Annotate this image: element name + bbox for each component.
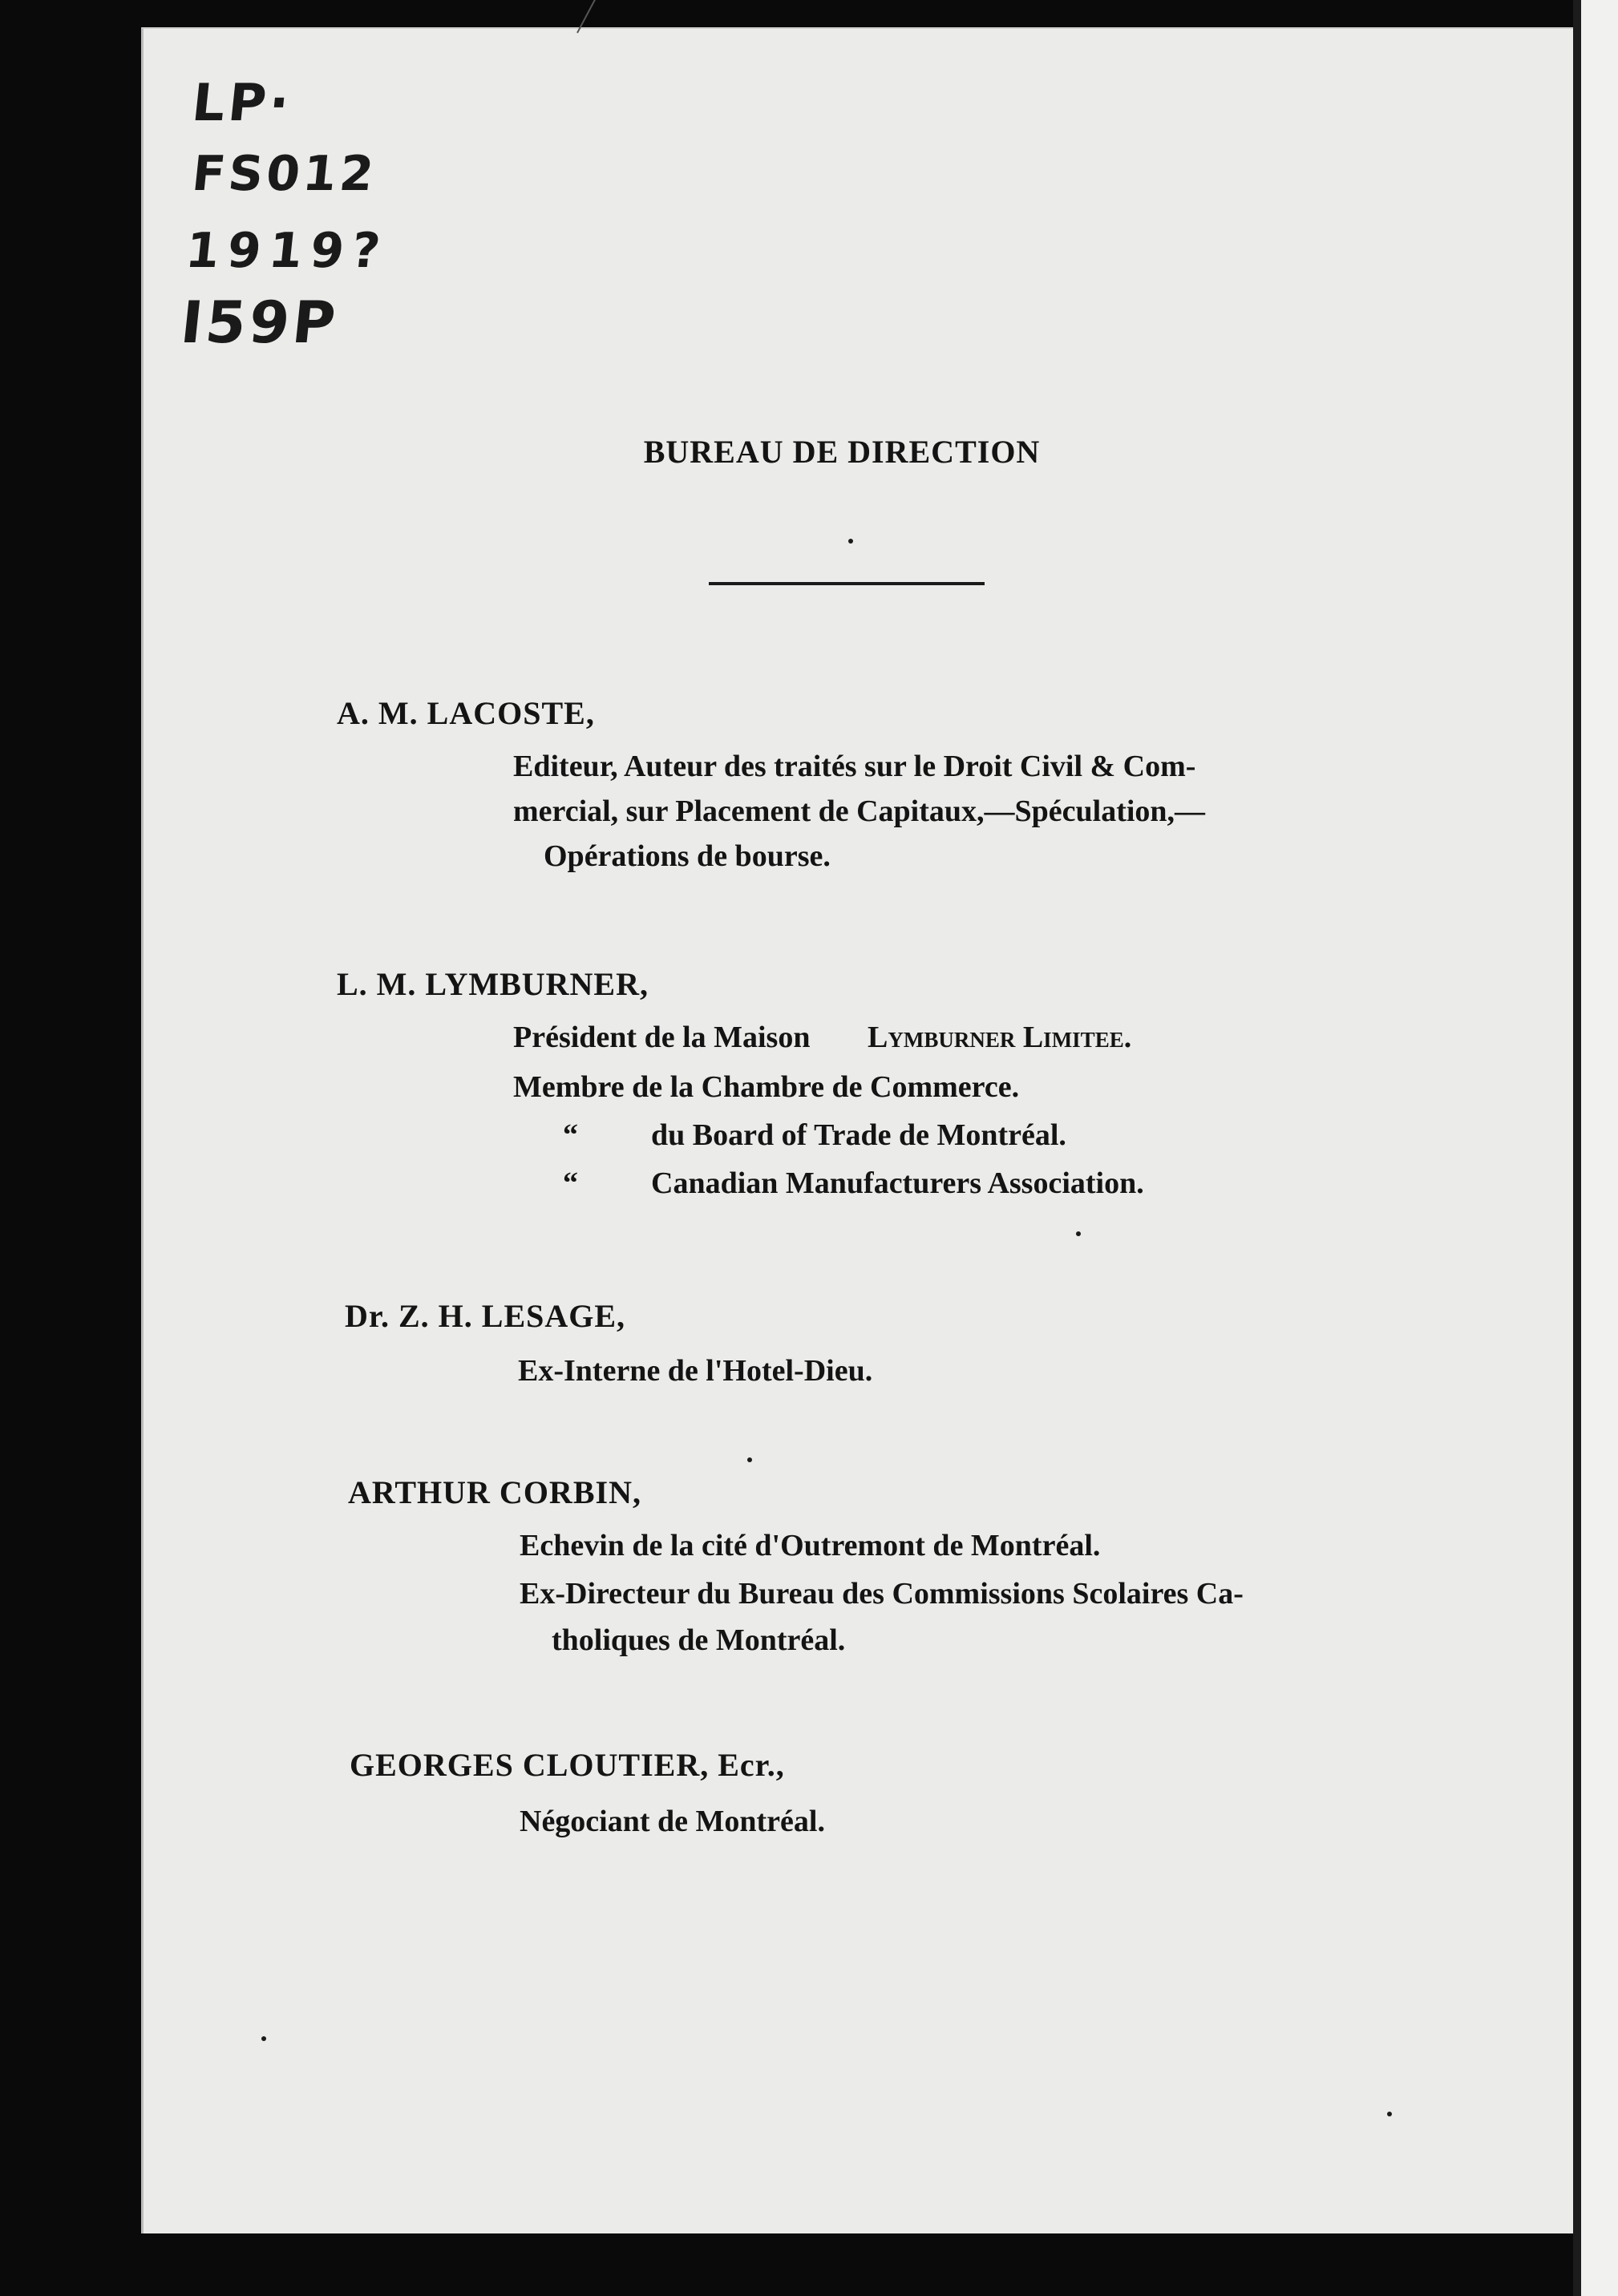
handwritten-note-line-3: 1919? [183, 223, 391, 279]
handwritten-note-line-1: LP· [189, 74, 295, 133]
title-divider [709, 582, 985, 585]
member-detail-line: Négociant de Montréal. [520, 1805, 825, 1838]
speck-dot [747, 1457, 752, 1462]
ditto-mark: “ [563, 1166, 578, 1200]
page-title: BUREAU DE DIRECTION [643, 434, 1041, 470]
member-name: ARTHUR CORBIN, [348, 1474, 641, 1510]
member-detail-line: Editeur, Auteur des traités sur le Droit Civil & Com- [513, 750, 1196, 783]
scan-top-border [0, 0, 1618, 27]
member-detail-line: Echevin de la cité d'Outremont de Montréal. [520, 1529, 1101, 1562]
member-detail-line: tholiques de Montréal. [552, 1623, 846, 1657]
handwritten-note-line-2: FS012 [189, 146, 380, 202]
page-gutter [1573, 0, 1581, 2296]
member-detail-line: mercial, sur Placement de Capitaux,—Spéculation,— [513, 794, 1206, 828]
member-detail-line: du Board of Trade de Montréal. [651, 1118, 1066, 1152]
member-name: L. M. LYMBURNER, [337, 966, 649, 1002]
company-name: Lymburner Limitee. [868, 1021, 1132, 1054]
member-name: Dr. Z. H. LESAGE, [345, 1298, 626, 1334]
member-detail-line: Opérations de bourse. [544, 839, 831, 873]
member-detail-line: Membre de la Chambre de Commerce. [513, 1070, 1020, 1104]
handwritten-note-line-4: I59P [177, 289, 342, 356]
member-detail-line: Canadian Manufacturers Association. [651, 1166, 1144, 1200]
ornament-dot [848, 539, 853, 544]
member-detail-line: Président de la Maison [513, 1021, 811, 1054]
speck-dot [1387, 2112, 1392, 2116]
member-detail-line: Ex-Directeur du Bureau des Commissions Scolaires Ca- [520, 1577, 1244, 1611]
member-detail-line: Ex-Interne de l'Hotel-Dieu. [518, 1354, 873, 1388]
member-name: A. M. LACOSTE, [337, 695, 595, 731]
ditto-mark: “ [563, 1118, 578, 1152]
speck-dot [1076, 1231, 1081, 1236]
speck-dot [261, 2036, 266, 2041]
member-name: GEORGES CLOUTIER, Ecr., [350, 1747, 785, 1783]
